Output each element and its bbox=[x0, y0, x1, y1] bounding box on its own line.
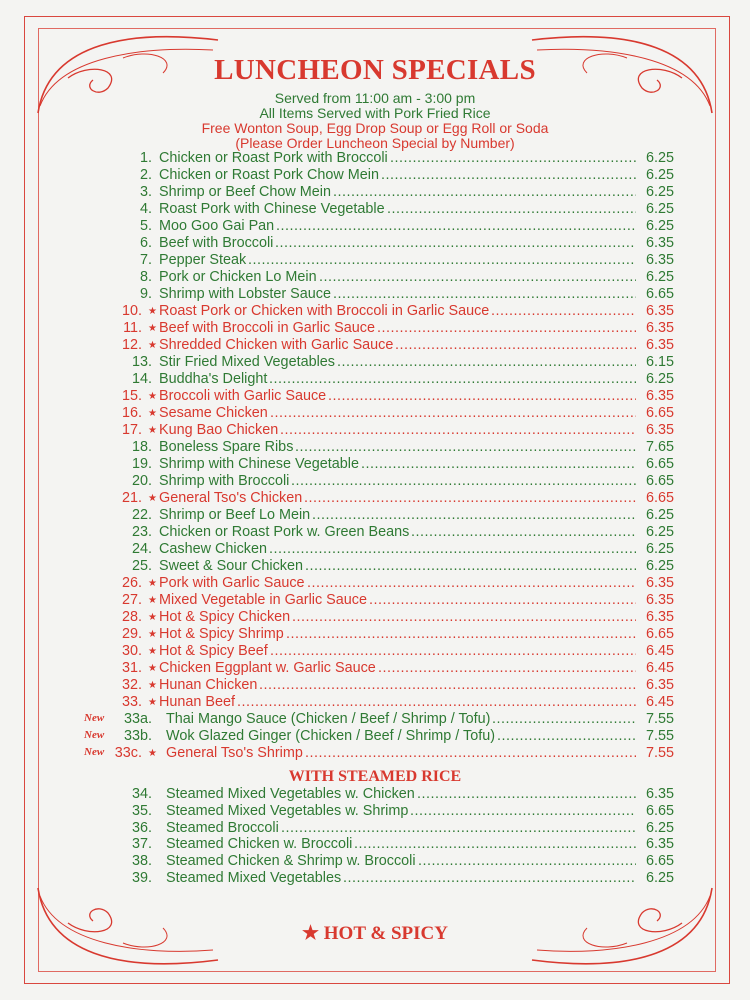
item-name: General Tso's Chicken bbox=[159, 490, 303, 506]
item-number: 39. bbox=[131, 870, 152, 886]
menu-item bbox=[0, 524, 750, 541]
free-with-note: Free Wonton Soup, Egg Drop Soup or Egg Roll or Soda bbox=[201, 120, 549, 136]
item-name: Steamed Chicken & Shrimp w. Broccoli bbox=[166, 853, 416, 870]
leader-dots bbox=[319, 269, 636, 286]
item-number: 10. bbox=[121, 303, 142, 319]
item-name: Chicken Eggplant w. Garlic Sauce bbox=[159, 660, 376, 676]
menu-item bbox=[0, 405, 750, 422]
menu-item bbox=[0, 235, 750, 252]
item-name: Hot & Spicy Shrimp bbox=[159, 626, 284, 642]
menu-item bbox=[0, 745, 750, 762]
item-name: Steamed Broccoli bbox=[166, 819, 279, 836]
item-name: Kung Bao Chicken bbox=[159, 422, 279, 438]
item-price: 6.65 bbox=[645, 853, 674, 870]
item-number: 27. bbox=[121, 592, 142, 608]
menu-item bbox=[0, 836, 750, 853]
hot-star-icon: ★ bbox=[148, 595, 157, 606]
item-number: 7. bbox=[139, 252, 152, 268]
item-price: 6.35 bbox=[645, 575, 674, 591]
leader-dots bbox=[333, 286, 636, 303]
item-name: Chicken or Roast Pork Chow Mein bbox=[159, 167, 379, 183]
item-price: 6.45 bbox=[645, 694, 674, 710]
item-price: 6.15 bbox=[645, 354, 674, 370]
item-number: 21. bbox=[121, 490, 142, 506]
item-name: Shrimp or Beef Chow Mein bbox=[159, 184, 331, 200]
item-number: 22. bbox=[131, 507, 152, 523]
item-number: 5. bbox=[139, 218, 152, 234]
item-name: Broccoli with Garlic Sauce bbox=[159, 388, 327, 404]
item-name: Sweet & Sour Chicken bbox=[159, 558, 303, 574]
menu-item bbox=[0, 490, 750, 507]
item-price: 6.65 bbox=[645, 490, 674, 506]
item-name: Pork with Garlic Sauce bbox=[159, 575, 305, 591]
menu-item bbox=[0, 853, 750, 870]
page-title: LUNCHEON SPECIALS bbox=[214, 54, 536, 86]
menu-item bbox=[0, 388, 750, 405]
item-price: 6.35 bbox=[645, 320, 674, 336]
item-number: 1. bbox=[139, 150, 152, 166]
order-note: (Please Order Luncheon Special by Number) bbox=[235, 135, 515, 151]
menu-item bbox=[0, 337, 750, 354]
item-name: Moo Goo Gai Pan bbox=[159, 218, 275, 234]
menu-item bbox=[0, 803, 750, 820]
leader-dots bbox=[417, 786, 636, 803]
item-price: 6.65 bbox=[645, 405, 674, 421]
item-name: Shrimp with Chinese Vegetable bbox=[159, 456, 359, 472]
item-name: Shrimp or Beef Lo Mein bbox=[159, 507, 311, 523]
leader-dots bbox=[377, 320, 636, 337]
item-name: Shrimp with Lobster Sauce bbox=[159, 286, 331, 302]
item-name: Shrimp with Broccoli bbox=[159, 473, 290, 489]
menu-item bbox=[0, 728, 750, 745]
menu-item bbox=[0, 677, 750, 694]
leader-dots bbox=[497, 728, 636, 745]
item-number: 37. bbox=[131, 836, 152, 853]
item-name: Sesame Chicken bbox=[159, 405, 268, 421]
item-number: 38. bbox=[131, 853, 152, 870]
leader-dots bbox=[275, 235, 636, 252]
menu-item bbox=[0, 541, 750, 558]
menu-item bbox=[0, 507, 750, 524]
item-number: 31. bbox=[121, 660, 142, 676]
leader-dots bbox=[269, 371, 636, 388]
item-price: 6.25 bbox=[645, 524, 674, 540]
leader-dots bbox=[369, 592, 636, 609]
leader-dots bbox=[410, 803, 636, 820]
menu-item bbox=[0, 439, 750, 456]
item-price: 6.25 bbox=[645, 541, 674, 557]
hot-star-icon: ★ bbox=[148, 646, 157, 657]
menu-item bbox=[0, 150, 750, 167]
item-number: 16. bbox=[121, 405, 142, 421]
hot-star-icon: ★ bbox=[148, 748, 157, 759]
leader-dots bbox=[307, 575, 636, 592]
menu-item bbox=[0, 422, 750, 439]
item-name: Shredded Chicken with Garlic Sauce bbox=[159, 337, 394, 353]
item-name: General Tso's Shrimp bbox=[166, 745, 303, 761]
item-name: Stir Fried Mixed Vegetables bbox=[159, 354, 335, 370]
leader-dots bbox=[237, 694, 636, 711]
item-number: 19. bbox=[131, 456, 152, 472]
hot-star-icon: ★ bbox=[148, 340, 157, 351]
item-name: Beef with Broccoli in Garlic Sauce bbox=[159, 320, 375, 336]
menu-item bbox=[0, 371, 750, 388]
hot-spicy-legend: ★ HOT & SPICY bbox=[301, 923, 448, 944]
hot-star-icon: ★ bbox=[148, 680, 157, 691]
item-number: 8. bbox=[139, 269, 152, 285]
hot-star-icon: ★ bbox=[148, 697, 157, 708]
item-number: 26. bbox=[121, 575, 142, 591]
leader-dots bbox=[295, 439, 636, 456]
leader-dots bbox=[286, 626, 636, 643]
item-number: 25. bbox=[131, 558, 152, 574]
leader-dots bbox=[361, 456, 636, 473]
leader-dots bbox=[269, 541, 636, 558]
item-price: 6.35 bbox=[645, 388, 674, 404]
item-price: 6.65 bbox=[645, 626, 674, 642]
item-price: 6.45 bbox=[645, 643, 674, 659]
item-name: Hunan Beef bbox=[159, 694, 236, 710]
leader-dots bbox=[305, 558, 636, 575]
item-name: Boneless Spare Ribs bbox=[159, 439, 294, 455]
leader-dots bbox=[248, 252, 636, 269]
menu-item bbox=[0, 820, 750, 837]
menu-item bbox=[0, 167, 750, 184]
item-name: Pepper Steak bbox=[159, 252, 247, 268]
item-number: 11. bbox=[123, 320, 142, 336]
item-price: 6.65 bbox=[645, 286, 674, 302]
item-name: Roast Pork or Chicken with Broccoli in Garlic Sauce bbox=[159, 303, 490, 319]
item-price: 6.25 bbox=[645, 558, 674, 574]
item-name: Thai Mango Sauce (Chicken / Beef / Shrimp / Tofu) bbox=[166, 711, 491, 727]
menu-item bbox=[0, 184, 750, 201]
item-name: Wok Glazed Ginger (Chicken / Beef / Shrimp / Tofu) bbox=[166, 728, 495, 744]
item-number: 13. bbox=[131, 354, 152, 370]
menu-item bbox=[0, 320, 750, 337]
item-price: 6.25 bbox=[645, 507, 674, 523]
item-price: 7.55 bbox=[645, 711, 674, 727]
leader-dots bbox=[387, 201, 636, 218]
item-number: 14. bbox=[131, 371, 152, 387]
item-price: 6.35 bbox=[645, 337, 674, 353]
item-name: Buddha's Delight bbox=[159, 371, 268, 387]
item-price: 6.25 bbox=[645, 870, 674, 886]
leader-dots bbox=[305, 745, 636, 762]
menu-item bbox=[0, 558, 750, 575]
leader-dots bbox=[281, 820, 636, 837]
leader-dots bbox=[328, 388, 636, 405]
item-number: 6. bbox=[139, 235, 152, 251]
leader-dots bbox=[411, 524, 636, 541]
leader-dots bbox=[270, 643, 636, 660]
item-name: Chicken or Roast Pork w. Green Beans bbox=[159, 524, 410, 540]
hot-star-icon: ★ bbox=[148, 663, 157, 674]
hot-star-icon: ★ bbox=[148, 323, 157, 334]
item-price: 6.65 bbox=[645, 802, 674, 819]
leader-dots bbox=[491, 303, 636, 320]
leader-dots bbox=[354, 836, 636, 853]
menu-item bbox=[0, 303, 750, 320]
item-name: Chicken or Roast Pork with Broccoli bbox=[159, 150, 388, 166]
served-hours: Served from 11:00 am - 3:00 pm bbox=[274, 90, 476, 106]
item-price: 6.25 bbox=[645, 184, 674, 200]
menu-item bbox=[0, 575, 750, 592]
menu-item bbox=[0, 269, 750, 286]
menu-item bbox=[0, 201, 750, 218]
item-number: 3. bbox=[139, 184, 152, 200]
item-number: 36. bbox=[131, 819, 152, 836]
item-price: 6.45 bbox=[645, 660, 674, 676]
leader-dots bbox=[304, 490, 636, 507]
hot-star-icon: ★ bbox=[148, 493, 157, 504]
item-number: 33. bbox=[121, 694, 142, 710]
item-number: 33a. bbox=[123, 711, 152, 727]
menu-item bbox=[0, 456, 750, 473]
item-price: 7.55 bbox=[645, 745, 674, 761]
item-number: 20. bbox=[131, 473, 152, 489]
item-name: Steamed Mixed Vegetables bbox=[166, 870, 342, 886]
item-price: 6.35 bbox=[645, 592, 674, 608]
item-name: Steamed Mixed Vegetables w. Chicken bbox=[166, 786, 415, 802]
item-name: Roast Pork with Chinese Vegetable bbox=[159, 201, 385, 217]
menu-item bbox=[0, 354, 750, 371]
hot-star-icon: ★ bbox=[148, 629, 157, 640]
item-name: Cashew Chicken bbox=[159, 541, 267, 557]
new-badge: New bbox=[84, 746, 105, 758]
item-price: 6.35 bbox=[645, 609, 674, 625]
item-number: 24. bbox=[131, 541, 152, 557]
hot-star-icon: ★ bbox=[148, 425, 157, 436]
item-name: Mixed Vegetable in Garlic Sauce bbox=[159, 592, 367, 608]
item-number: 33c. bbox=[114, 745, 142, 761]
leader-dots bbox=[492, 711, 636, 728]
item-price: 6.25 bbox=[645, 269, 674, 285]
item-price: 6.25 bbox=[645, 201, 674, 217]
menu-item bbox=[0, 660, 750, 677]
item-name: Hot & Spicy Beef bbox=[159, 643, 268, 659]
leader-dots bbox=[270, 405, 636, 422]
hot-star-icon: ★ bbox=[148, 306, 157, 317]
leader-dots bbox=[395, 337, 636, 354]
leader-dots bbox=[337, 354, 636, 371]
item-number: 17. bbox=[121, 422, 142, 438]
item-number: 34. bbox=[131, 786, 152, 802]
leader-dots bbox=[292, 609, 636, 626]
item-name: Beef with Broccoli bbox=[159, 235, 274, 251]
menu-item bbox=[0, 592, 750, 609]
item-price: 6.35 bbox=[645, 422, 674, 438]
leader-dots bbox=[343, 870, 636, 887]
menu-item bbox=[0, 252, 750, 269]
new-badge: New bbox=[84, 729, 105, 741]
leader-dots bbox=[259, 677, 636, 694]
item-price: 6.35 bbox=[645, 677, 674, 693]
item-price: 6.25 bbox=[645, 819, 674, 836]
item-number: 29. bbox=[121, 626, 142, 642]
item-number: 33b. bbox=[123, 728, 152, 744]
hot-star-icon: ★ bbox=[148, 612, 157, 623]
item-name: Hunan Chicken bbox=[159, 677, 258, 693]
menu-item bbox=[0, 218, 750, 235]
leader-dots bbox=[381, 167, 636, 184]
item-price: 7.65 bbox=[645, 439, 674, 455]
item-number: 2. bbox=[139, 167, 152, 183]
menu-item bbox=[0, 786, 750, 803]
menu-item bbox=[0, 286, 750, 303]
item-number: 12. bbox=[121, 337, 142, 353]
item-number: 30. bbox=[121, 643, 142, 659]
item-name: Pork or Chicken Lo Mein bbox=[159, 269, 317, 285]
item-price: 6.25 bbox=[645, 150, 674, 166]
item-name: Steamed Mixed Vegetables w. Shrimp bbox=[166, 802, 409, 819]
menu-item bbox=[0, 609, 750, 626]
menu-item bbox=[0, 694, 750, 711]
menu-item bbox=[0, 870, 750, 887]
leader-dots bbox=[276, 218, 636, 235]
item-price: 6.65 bbox=[645, 473, 674, 489]
leader-dots bbox=[390, 150, 636, 167]
hot-star-icon: ★ bbox=[148, 578, 157, 589]
menu-item bbox=[0, 643, 750, 660]
includes-note: All Items Served with Pork Fried Rice bbox=[259, 105, 491, 121]
menu-item bbox=[0, 626, 750, 643]
item-number: 15. bbox=[121, 388, 142, 404]
item-number: 18. bbox=[131, 439, 152, 455]
item-number: 9. bbox=[139, 286, 152, 302]
leader-dots bbox=[418, 853, 636, 870]
leader-dots bbox=[291, 473, 636, 490]
steamed-rice-heading: WITH STEAMED RICE bbox=[288, 768, 462, 785]
new-badge: New bbox=[84, 712, 105, 724]
item-number: 23. bbox=[131, 524, 152, 540]
item-price: 6.35 bbox=[645, 252, 674, 268]
item-number: 4. bbox=[139, 201, 152, 217]
leader-dots bbox=[378, 660, 636, 677]
menu-item bbox=[0, 473, 750, 490]
item-price: 6.35 bbox=[645, 786, 674, 802]
item-price: 6.35 bbox=[645, 836, 674, 853]
leader-dots bbox=[312, 507, 636, 524]
item-price: 6.25 bbox=[645, 371, 674, 387]
item-number: 32. bbox=[121, 677, 142, 693]
hot-star-icon: ★ bbox=[148, 408, 157, 419]
hot-star-icon: ★ bbox=[148, 391, 157, 402]
item-price: 6.25 bbox=[645, 218, 674, 234]
item-number: 35. bbox=[131, 802, 152, 819]
item-price: 6.35 bbox=[645, 235, 674, 251]
item-price: 6.25 bbox=[645, 167, 674, 183]
leader-dots bbox=[280, 422, 636, 439]
item-price: 7.55 bbox=[645, 728, 674, 744]
item-number: 28. bbox=[121, 609, 142, 625]
item-price: 6.35 bbox=[645, 303, 674, 319]
leader-dots bbox=[333, 184, 636, 201]
menu-item bbox=[0, 711, 750, 728]
item-price: 6.65 bbox=[645, 456, 674, 472]
item-name: Hot & Spicy Chicken bbox=[159, 609, 291, 625]
item-name: Steamed Chicken w. Broccoli bbox=[166, 836, 353, 853]
